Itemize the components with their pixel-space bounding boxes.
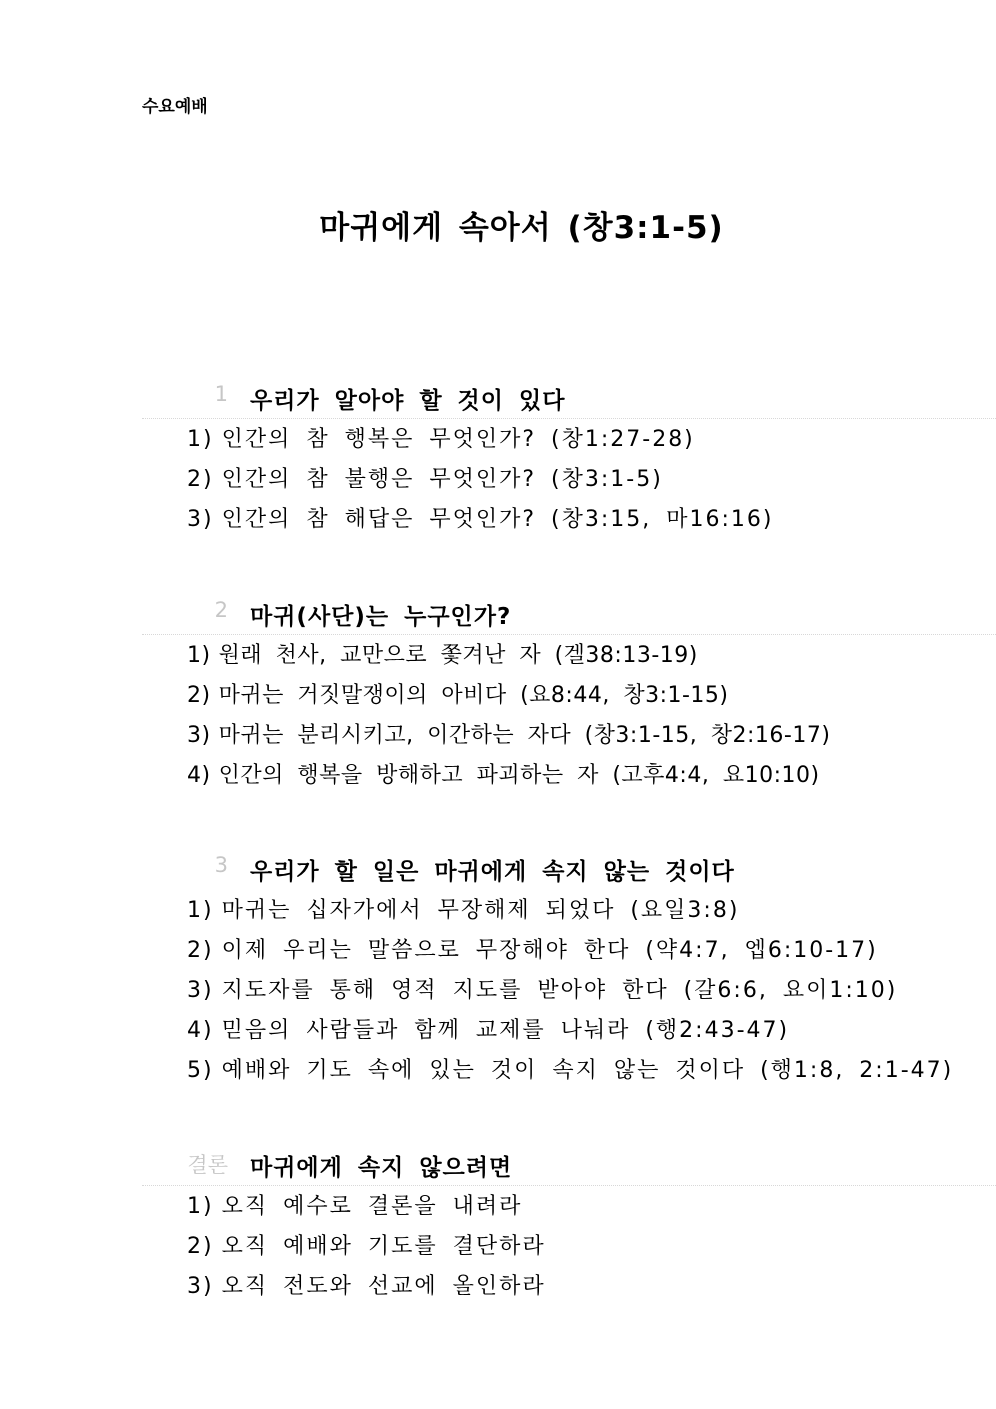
section-divider (142, 634, 996, 635)
item-number: 4) (187, 763, 211, 788)
list-item (187, 897, 953, 937)
section-number: 결론 (187, 1153, 228, 1177)
section-divider (142, 418, 996, 419)
item-text: 마귀는 거짓말쟁이의 아비다 (요8:44, 창3:1-15) (218, 683, 729, 708)
section-heading (0, 853, 996, 887)
item-number: 2) (187, 683, 211, 708)
section-2 (0, 598, 996, 788)
item-number: 1) (187, 643, 211, 668)
item-number: 3) (187, 723, 211, 748)
list-item (187, 762, 830, 802)
section-title: 마귀에게 속지 않으려면 (250, 1155, 513, 1181)
list-item (187, 642, 830, 682)
item-text: 인간의 행복을 방해하고 파괴하는 자 (고후4:4, 요10:10) (218, 763, 820, 788)
item-text: 지도자를 통해 영적 지도를 받아야 한다 (갈6:6, 요이1:10) (221, 978, 898, 1003)
section-conclusion (0, 1149, 996, 1299)
item-number: 1) (187, 1194, 214, 1219)
section-title: 마귀(사단)는 누구인가? (250, 604, 512, 630)
item-text: 원래 천사, 교만으로 쫓겨난 자 (겔38:13-19) (218, 643, 698, 668)
section-items (187, 897, 953, 1097)
sermon-title: 마귀에게 속아서 (창3:1-5) (319, 210, 724, 246)
section-items (187, 426, 773, 546)
list-item (187, 426, 773, 466)
item-number: 3) (187, 507, 214, 532)
item-number: 2) (187, 938, 214, 963)
list-item (187, 1017, 953, 1057)
item-number: 1) (187, 898, 214, 923)
list-item (187, 722, 830, 762)
item-text: 오직 예배와 기도를 결단하라 (221, 1234, 546, 1259)
item-text: 마귀는 십자가에서 무장해제 되었다 (요일3:8) (221, 898, 740, 923)
item-number: 5) (187, 1058, 214, 1083)
item-text: 오직 전도와 선교에 올인하라 (221, 1274, 546, 1299)
item-text: 예배와 기도 속에 있는 것이 속지 않는 것이다 (행1:8, 2:1-47) (221, 1058, 954, 1083)
section-number: 2 (214, 598, 228, 622)
section-divider (142, 1185, 996, 1186)
item-text: 인간의 참 해답은 무엇인가? (창3:15, 마16:16) (221, 507, 774, 532)
section-items (187, 642, 830, 802)
section-heading (0, 382, 996, 416)
item-text: 이제 우리는 말씀으로 무장해야 한다 (약4:7, 엡6:10-17) (221, 938, 878, 963)
list-item (187, 977, 953, 1017)
section-title: 우리가 할 일은 마귀에게 속지 않는 것이다 (250, 859, 735, 885)
item-text: 오직 예수로 결론을 내려라 (221, 1194, 523, 1219)
list-item (187, 1273, 546, 1313)
list-item (187, 937, 953, 977)
item-number: 2) (187, 1234, 214, 1259)
service-label: 수요예배 (142, 97, 208, 117)
item-number: 3) (187, 978, 214, 1003)
section-heading (0, 598, 996, 632)
item-text: 인간의 참 불행은 무엇인가? (창3:1-5) (221, 467, 663, 492)
list-item (187, 682, 830, 722)
section-number: 1 (214, 382, 228, 406)
section-title: 우리가 알아야 할 것이 있다 (250, 388, 566, 414)
list-item (187, 1193, 546, 1233)
section-items (187, 1193, 546, 1313)
item-text: 마귀는 분리시키고, 이간하는 자다 (창3:1-15, 창2:16-17) (218, 723, 831, 748)
item-text: 믿음의 사람들과 함께 교제를 나눠라 (행2:43-47) (221, 1018, 790, 1043)
list-item (187, 1233, 546, 1273)
item-number: 1) (187, 427, 214, 452)
list-item (187, 506, 773, 546)
list-item (187, 1057, 953, 1097)
item-number: 2) (187, 467, 214, 492)
section-heading (0, 1149, 996, 1183)
section-3 (0, 853, 996, 1083)
section-number: 3 (214, 853, 228, 877)
item-number: 4) (187, 1018, 214, 1043)
list-item (187, 466, 773, 506)
item-number: 3) (187, 1274, 214, 1299)
item-text: 인간의 참 행복은 무엇인가? (창1:27-28) (221, 427, 695, 452)
section-1 (0, 382, 996, 532)
